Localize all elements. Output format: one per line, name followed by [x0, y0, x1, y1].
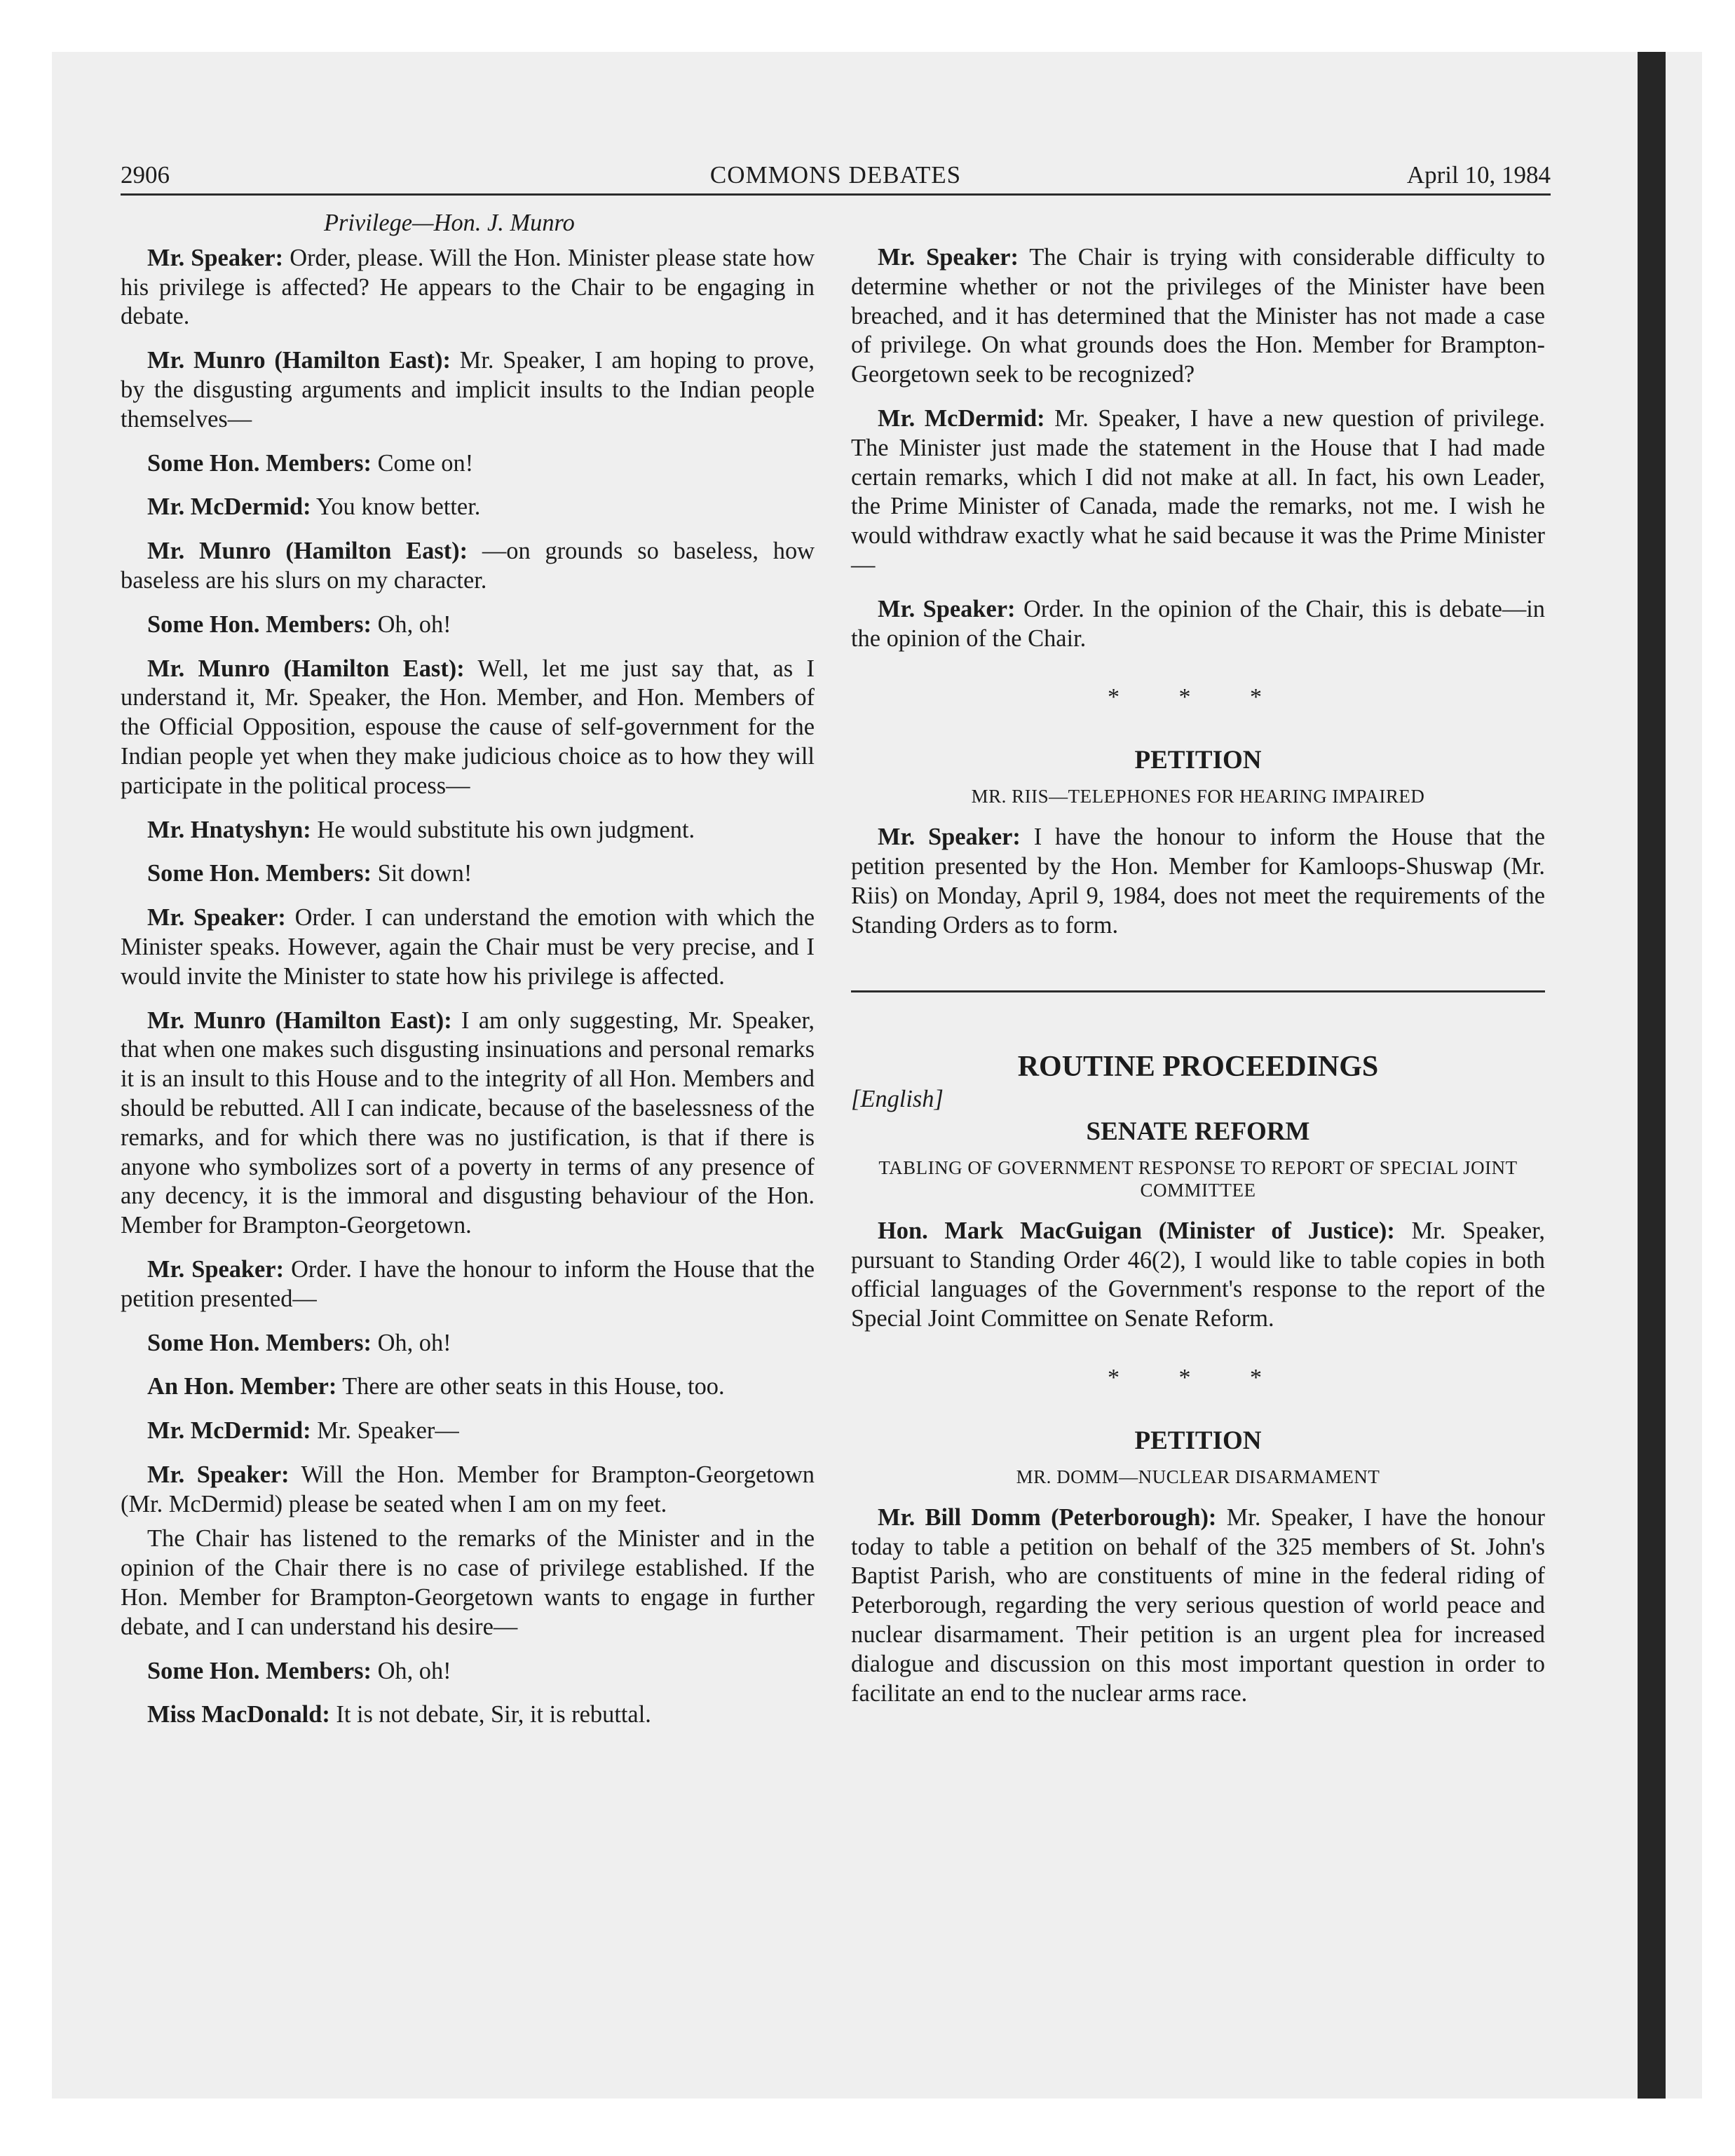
- speech-text: Order, please. Will the Hon. Minister please state how his privilege is affected? He appears to the Chair to be engaging in debate.: [121, 244, 815, 330]
- speaker-name: Mr. Hnatyshyn:: [147, 816, 311, 843]
- speaker-name: An Hon. Member:: [147, 1373, 337, 1400]
- section-rule: [851, 990, 1545, 992]
- speech-paragraph: [121, 1700, 815, 1730]
- speaker-name: Some Hon. Members:: [147, 1657, 372, 1684]
- section-separator-stars: * * *: [1108, 684, 1288, 711]
- section-separator-stars: * * *: [1108, 1364, 1288, 1391]
- speaker-name: Some Hon. Members:: [147, 1329, 372, 1356]
- speech-paragraph: [121, 655, 815, 801]
- speech-text: It is not debate, Sir, it is rebuttal.: [329, 1701, 651, 1728]
- speaker-name: Some Hon. Members:: [147, 860, 372, 887]
- speech-paragraph: [851, 404, 1545, 580]
- speech-text: Mr. Speaker, I am hoping to prove, by the disgusting arguments and implicit insults to the Indian people themselves—: [121, 347, 815, 432]
- speaker-name: Mr. Munro (Hamilton East):: [147, 1007, 452, 1034]
- speech-paragraph: [851, 1217, 1545, 1334]
- speech-paragraph: [121, 903, 815, 991]
- speech-text: I am only suggesting, Mr. Speaker, that when one makes such disgusting insinuations and personal remarks it is an insult to this House and to the integrity of all Hon. Members and should be rebutted. All I can indicate, because of the baselessness of the remarks, and for which there was no justification, is that if there is anyone who symbolizes sort of a poverty in terms of any presence of any decency, it is the immoral and disgusting behaviour of the Hon. Member for Brampton-Georgetown.: [121, 1007, 815, 1239]
- speech-text: Well, let me just say that, as I understand it, Mr. Speaker, the Hon. Member, and Hon. Members of the Official Opposition, espouse the cause of self-government for the Indian people yet when they make judicious choice as to how they will participate in the political process—: [121, 655, 815, 799]
- speech-text: I have the honour to inform the House that the petition presented by the Hon. Member for Kamloops-Shuswap (Mr. Riis) on Monday, April 9, 1984, does not meet the requirements of the Standing Orders as to form.: [851, 824, 1545, 939]
- speech-paragraph: [851, 1503, 1545, 1709]
- speech-paragraph: [121, 1255, 815, 1314]
- language-marker: [English]: [851, 1086, 944, 1113]
- header-rule: [121, 193, 1551, 196]
- speech-paragraph: [121, 493, 815, 522]
- page-date: April 10, 1984: [1406, 161, 1551, 189]
- speaker-name: Mr. Munro (Hamilton East):: [147, 347, 451, 374]
- speech-text: Mr. Speaker, I have the honour today to table a petition on behalf of the 325 members of St. John's Baptist Parish, who are constituents of mine in the federal riding of Peterborough, regarding the very serious question of world peace and nuclear disarmament. Their petition is an urgent plea for increased dialogue and discussion on this most important question in order to facilitate an end to the nuclear arms race.: [851, 1503, 1545, 1707]
- speaker-name: Mr. McDermid:: [878, 404, 1045, 432]
- routine-proceedings-heading: ROUTINE PROCEEDINGS: [1017, 1051, 1379, 1084]
- speech-paragraph: [121, 244, 815, 332]
- petition-subheading: MR. DOMM—NUCLEAR DISARMAMENT: [1016, 1466, 1380, 1487]
- speech-text: Order. I can understand the emotion with which the Minister speaks. However, again the Chair must be very precise, and I would invite the Minister to state how his privilege is affected.: [121, 904, 815, 990]
- speech-text: Oh, oh!: [371, 1657, 451, 1684]
- petition-subheading: MR. RIIS—TELEPHONES FOR HEARING IMPAIRED: [971, 786, 1425, 807]
- speech-text: Sit down!: [371, 860, 472, 887]
- speech-paragraph: [851, 595, 1545, 654]
- speaker-name: Mr. McDermid:: [147, 493, 311, 521]
- speech-paragraph: [121, 1329, 815, 1358]
- speaker-name: Mr. Munro (Hamilton East):: [147, 655, 465, 682]
- speech-paragraph: [851, 823, 1545, 940]
- speaker-name: Mr. Speaker:: [147, 1255, 285, 1283]
- page-number: 2906: [121, 161, 170, 189]
- speech-text: Mr. Speaker, pursuant to Standing Order 46(2), I would like to table copies in both official languages of the Government's response to the report of the Special Joint Committee on Senate Reform.: [851, 1217, 1545, 1332]
- speech-paragraph: [121, 449, 815, 479]
- petition-heading: PETITION: [1134, 1426, 1262, 1455]
- left-column: [121, 209, 815, 1745]
- speech-paragraph: [121, 859, 815, 889]
- speech-text: There are other seats in this House, too.: [336, 1373, 725, 1400]
- speaker-name: Some Hon. Members:: [147, 610, 372, 638]
- speech-text: He would substitute his own judgment.: [311, 816, 695, 843]
- speaker-name: Mr. Speaker:: [147, 244, 284, 271]
- speaker-name: Mr. Speaker:: [147, 904, 286, 932]
- speech-text: Mr. Speaker, I have a new question of privilege. The Minister just made the statement in the House that I had made certain remarks, which I did not make at all. In fact, his own Leader, the Prime Minister of Canada, made the remarks, not me. I wish he would withdraw exactly what he said because it was the Prime Minister—: [851, 404, 1545, 578]
- speaker-name: Hon. Mark MacGuigan (Minister of Justice):: [878, 1217, 1395, 1244]
- senate-reform-heading: SENATE REFORM: [1086, 1117, 1310, 1146]
- speech-paragraph: [851, 243, 1545, 390]
- speech-text: Order. In the opinion of the Chair, this is debate—in the opinion of the Chair.: [851, 595, 1545, 652]
- speech-paragraph: [121, 1657, 815, 1686]
- page-header: [121, 160, 1551, 193]
- running-head: Privilege—Hon. J. Munro: [324, 210, 575, 236]
- speech-paragraph: [121, 537, 815, 596]
- speech-paragraph: [121, 1417, 815, 1446]
- speech-text: Will the Hon. Member for Brampton-Georgetown (Mr. McDermid) please be seated when I am on my feet.: [121, 1461, 815, 1517]
- speaker-name: Mr. Speaker:: [878, 244, 1019, 271]
- speech-text: Oh, oh!: [371, 1329, 451, 1356]
- speech-paragraph: [121, 346, 815, 434]
- speaker-name: Mr. Munro (Hamilton East):: [147, 538, 468, 565]
- speech-text: You know better.: [311, 493, 481, 521]
- speaker-name: Mr. McDermid:: [147, 1417, 311, 1445]
- speech-text: Come on!: [371, 449, 474, 477]
- right-column: [851, 209, 1545, 1723]
- speaker-name: Mr. Speaker:: [878, 824, 1021, 851]
- speech-paragraph: [121, 1007, 815, 1241]
- speech-text: Mr. Speaker—: [311, 1417, 459, 1445]
- speaker-name: Mr. Speaker:: [147, 1461, 290, 1488]
- speech-text: —on grounds so baseless, how baseless are his slurs on my character.: [121, 538, 815, 594]
- speaker-name: Mr. Bill Domm (Peterborough):: [878, 1503, 1217, 1531]
- speaker-name: Mr. Speaker:: [878, 595, 1016, 622]
- speech-paragraph: [121, 1372, 815, 1402]
- senate-reform-subheading: TABLING OF GOVERNMENT RESPONSE TO REPORT OF SPECIAL JOINT COMMITTEE: [878, 1157, 1518, 1201]
- scan-binding-edge: [1638, 52, 1666, 2099]
- speech-paragraph: [121, 816, 815, 845]
- speech-paragraph: [121, 610, 815, 640]
- petition-heading: PETITION: [1134, 746, 1262, 775]
- speaker-name: Miss MacDonald:: [147, 1701, 330, 1728]
- speech-text: Oh, oh!: [371, 610, 451, 638]
- speech-continuation: The Chair has listened to the remarks of the Minister and in the opinion of the Chair there is no case of privilege established. If the Hon. Member for Brampton-Georgetown wants to engage in further debate, and I can understand his desire—: [121, 1525, 815, 1640]
- speech-paragraph: [121, 1461, 815, 1520]
- speaker-name: Some Hon. Members:: [147, 449, 372, 477]
- publication-title: COMMONS DEBATES: [709, 161, 962, 189]
- speech-text: Order. I have the honour to inform the House that the petition presented—: [121, 1255, 815, 1312]
- speech-text: The Chair is trying with considerable difficulty to determine whether or not the privileges of the Minister have been breached, and it has determined that the Minister has not made a case of privilege. On what grounds does the Hon. Member for Brampton-Georgetown seek to be recognized?: [851, 244, 1545, 388]
